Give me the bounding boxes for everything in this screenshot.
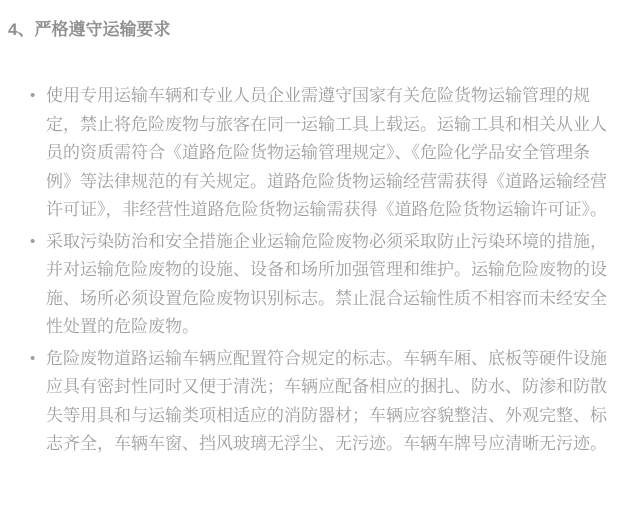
list-item [30, 228, 611, 342]
list-item [30, 82, 611, 225]
list-item-text: 采取污染防治和安全措施企业运输危险废物必须采取防止污染环境的措施，并对运输危险废物的设施、设备和场所加强管理和维护。运输危险废物的设施、场所必须设置危险废物识别标志。禁止混合运输性质不相容而未经安全性处置的危险废物。 [46, 231, 607, 336]
requirement-list [8, 82, 619, 459]
bullet-icon: • [30, 87, 36, 104]
list-item-text: 使用专用运输车辆和专业人员企业需遵守国家有关危险货物运输管理的规定，禁止将危险废物与旅客在同一运输工具上载运。运输工具和相关从业人员的资质需符合《道路危险货物运输管理规定》、《危险化学品安全管理条例》等法律规范的有关规定。道路危险货物运输经营需获得《道路运输经营许可证》，非经营性道路危险货物运输需获得《道路危险货物运输许可证》。 [46, 86, 607, 219]
list-item-text: 危险废物道路运输车辆应配置符合规定的标志。车辆车厢、底板等硬件设施应具有密封性同时又便于清洗；车辆应配备相应的捆扎、防水、防渗和防散失等用具和与运输类项相适应的消防器材；车辆应容貌整洁、外观完整、标志齐全，车辆车窗、挡风玻璃无浮尘、无污迹。车辆车牌号应清晰无污迹。 [46, 348, 607, 453]
bullet-icon: • [30, 232, 36, 250]
bullet-icon: • [30, 349, 36, 367]
list-item [30, 345, 611, 459]
section-heading: 4、严格遵守运输要求 [8, 20, 171, 39]
